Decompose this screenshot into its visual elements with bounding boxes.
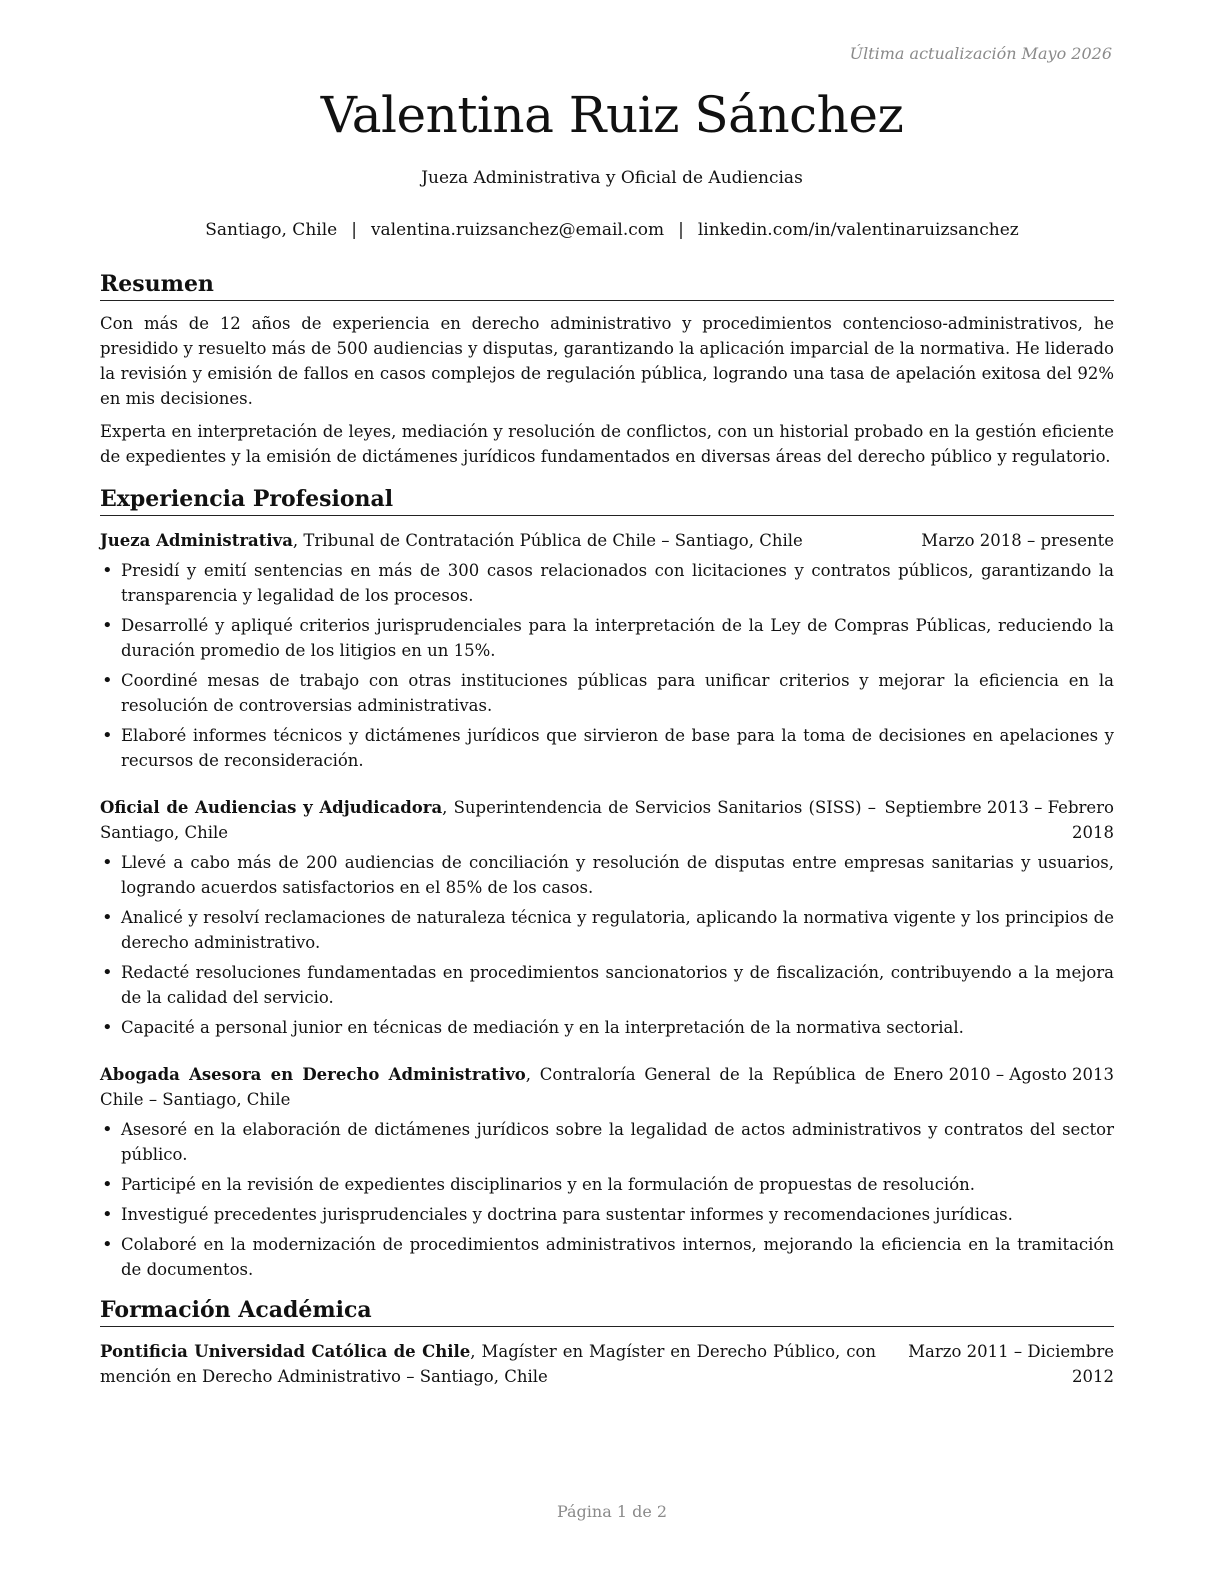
separator: | bbox=[351, 220, 357, 240]
job-role: Jueza Administrativa bbox=[100, 531, 293, 550]
job-details: , Superintendencia de Servicios Sanitarios (SISS) – Santiago, Chile bbox=[100, 798, 876, 842]
job-details: , Contraloría General de la República de Chile – Santiago, Chile bbox=[100, 1065, 886, 1109]
job-dates: Septiembre 2013 – Febrero 2018 bbox=[884, 798, 1114, 842]
list-item: • Capacité a personal junior en técnicas de mediación y en la interpretación de la normativa sectorial. bbox=[100, 1015, 1114, 1040]
institution-name: Pontificia Universidad Católica de Chile bbox=[100, 1342, 471, 1361]
job-entry bbox=[100, 795, 1114, 1040]
email-link[interactable]: valentina.ruizsanchez@email.com bbox=[370, 220, 665, 240]
job-bullets bbox=[100, 1117, 1114, 1282]
list-item: • Participé en la revisión de expedientes disciplinarios y en la formulación de propuestas de resolución. bbox=[100, 1172, 1114, 1197]
list-item: • Investigué precedentes jurisprudenciales y doctrina para sustentar informes y recomendaciones jurídicas. bbox=[100, 1202, 1114, 1227]
job-bullets bbox=[100, 558, 1114, 773]
list-item: • Analicé y resolví reclamaciones de naturaleza técnica y regulatoria, aplicando la normativa vigente y los principios de derecho administrativo. bbox=[100, 905, 1114, 955]
job-info bbox=[100, 528, 913, 553]
job-header bbox=[100, 795, 1114, 845]
location: Santiago, Chile bbox=[205, 220, 338, 240]
summary-section bbox=[100, 270, 1114, 469]
education-entry bbox=[100, 1339, 1114, 1389]
job-entry bbox=[100, 528, 1114, 773]
job-role: Abogada Asesora en Derecho Administrativo bbox=[100, 1065, 526, 1084]
job-bullets bbox=[100, 850, 1114, 1040]
list-item: • Redacté resoluciones fundamentadas en procedimientos sancionatorios y de fiscalización, contribuyendo a la mejora de la calidad del servicio. bbox=[100, 960, 1114, 1010]
job-header bbox=[100, 528, 1114, 553]
list-item: • Colaboré en la modernización de procedimientos administrativos internos, mejorando la eficiencia en la tramitación de documentos. bbox=[100, 1232, 1114, 1282]
education-info bbox=[100, 1339, 876, 1389]
separator: | bbox=[678, 220, 684, 240]
list-item: • Presidí y emití sentencias en más de 300 casos relacionados con licitaciones y contratos públicos, garantizando la transparencia y legalidad de los procesos. bbox=[100, 558, 1114, 608]
section-title: Experiencia Profesional bbox=[100, 485, 1114, 516]
list-item: • Llevé a cabo más de 200 audiencias de conciliación y resolución de disputas entre empresas sanitarias y usuarios, logrando acuerdos satisfactorios en el 85% de los casos. bbox=[100, 850, 1114, 900]
last-updated: Última actualización Mayo 2026 bbox=[849, 44, 1112, 63]
section-title: Formación Académica bbox=[100, 1296, 1114, 1327]
education-section bbox=[100, 1296, 1114, 1389]
job-details: , Tribunal de Contratación Pública de Chile – Santiago, Chile bbox=[292, 531, 803, 550]
page-number: Página 1 de 2 bbox=[556, 1502, 668, 1521]
education-dates: Marzo 2011 – Diciembre 2012 bbox=[908, 1342, 1114, 1386]
job-dates: Marzo 2018 – presente bbox=[921, 531, 1114, 550]
list-item: • Desarrollé y apliqué criterios jurisprudenciales para la interpretación de la Ley de Compras Públicas, reduciendo la duración promedio de los litigios en un 15%. bbox=[100, 613, 1114, 663]
list-item: • Coordiné mesas de trabajo con otras instituciones públicas para unificar criterios y mejorar la eficiencia en la resolución de controversias administrativas. bbox=[100, 668, 1114, 718]
summary-paragraph: Con más de 12 años de experiencia en derecho administrativo y procedimientos contencioso-administrativos, he presidido y resuelto más de 500 audiencias y disputas, garantizando la aplicación imparcial de la normativa. He liderado la revisión y emisión de fallos en casos complejos de regulación pública, logrando una tasa de apelación exitosa del 92% en mis decisiones. bbox=[100, 314, 1114, 408]
job-entry bbox=[100, 1062, 1114, 1282]
job-info bbox=[100, 795, 876, 845]
list-item: • Elaboré informes técnicos y dictámenes jurídicos que sirvieron de base para la toma de decisiones en apelaciones y recursos de reconsideración. bbox=[100, 723, 1114, 773]
job-title: Jueza Administrativa y Oficial de Audiencias bbox=[421, 168, 803, 188]
contact-line bbox=[0, 220, 1224, 240]
person-name: Valentina Ruiz Sánchez bbox=[320, 86, 904, 144]
degree-details: , Magíster en Magíster en Derecho Público, con mención en Derecho Administrativo – Santiago, Chile bbox=[100, 1342, 877, 1386]
summary-paragraph: Experta en interpretación de leyes, mediación y resolución de conflictos, con un historial probado en la gestión eficiente de expedientes y la emisión de dictámenes jurídicos fundamentados en diversas áreas del derecho público y regulatorio. bbox=[100, 422, 1114, 466]
job-header bbox=[100, 1062, 1114, 1112]
experience-section bbox=[100, 485, 1114, 1282]
linkedin-link[interactable]: linkedin.com/in/valentinaruizsanchez bbox=[697, 220, 1019, 240]
resume-content bbox=[100, 270, 1114, 1399]
section-title: Resumen bbox=[100, 270, 1114, 301]
education-header bbox=[100, 1339, 1114, 1389]
list-item: • Asesoré en la elaboración de dictámenes jurídicos sobre la legalidad de actos administrativos y contratos del sector público. bbox=[100, 1117, 1114, 1167]
job-info bbox=[100, 1062, 885, 1112]
job-dates: Enero 2010 – Agosto 2013 bbox=[893, 1065, 1114, 1084]
job-role: Oficial de Audiencias y Adjudicadora bbox=[100, 798, 443, 817]
